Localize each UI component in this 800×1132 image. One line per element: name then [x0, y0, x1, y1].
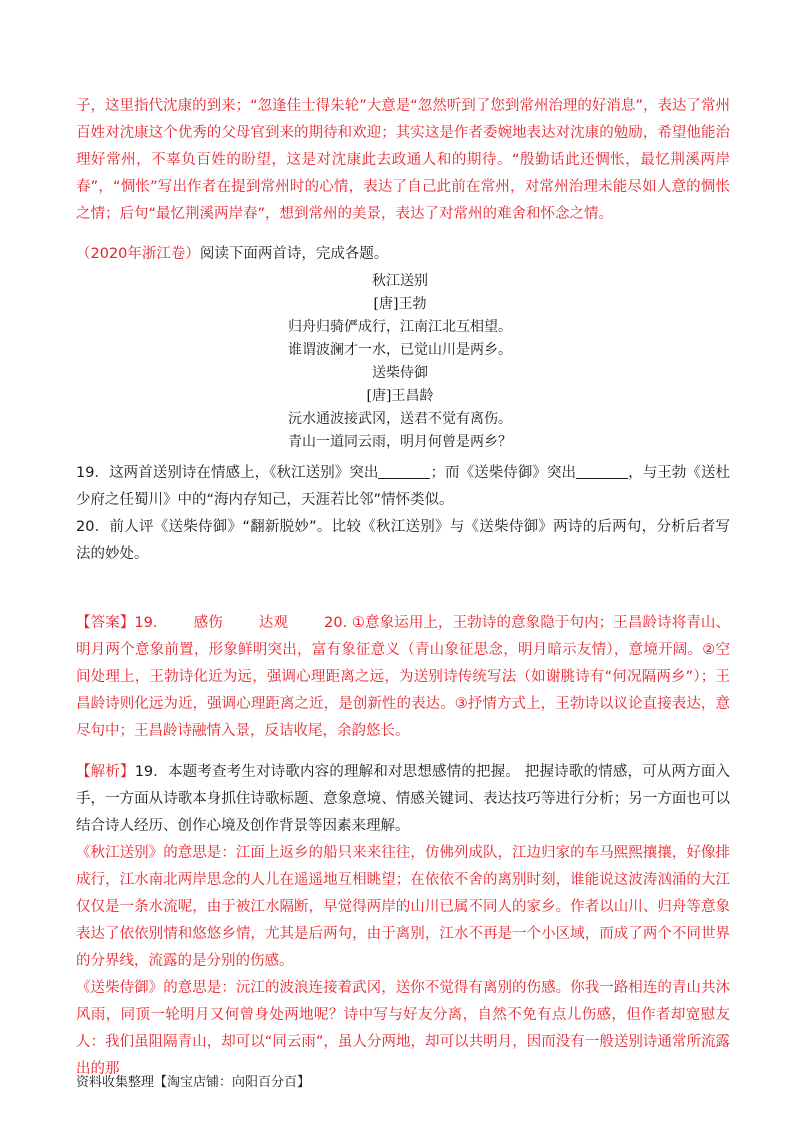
- question-instruction: 阅读下面两首诗，完成各题。: [199, 246, 389, 262]
- answer-label: 【答案】: [76, 615, 135, 631]
- poem-1-title: 秋江送别: [372, 273, 428, 289]
- page-footer: 资料收集整理【淘宝店铺：向阳百分百】: [76, 1075, 311, 1090]
- answer-blank-1[interactable]: [378, 464, 430, 479]
- question-source: （2020年浙江卷）: [76, 246, 200, 262]
- answer-q19-a: 感伤: [193, 615, 223, 631]
- answer-q19-b: 达观: [258, 615, 289, 631]
- poem-1-line-2: 谁谓波澜才一水，已觉山川是两乡。: [288, 342, 512, 358]
- questions-block: [76, 460, 730, 568]
- poem-1-author: [唐]王勃: [373, 296, 427, 312]
- poem-block: [0, 270, 800, 454]
- answer-block: [76, 610, 730, 745]
- analysis-paragraph-2: 《秋江送别》的意思是：江面上返乡的船只来来往往，仿佛列成队，江边归家的车马熙熙攘攘，好像排成行，江水南北两岸思念的人儿在遥遥地互相眺望；在依依不舍的离别时刻，谁能说这波涛汹涌的大江仅仅是一条水流呢，由于被江水隔断，早觉得两岸的山川已属不同人的家乡。作者以山川、归舟等意象表达了依依别情和悠悠乡情，尤其是后两句，由于离别，江水不再是一个小区域，而成了两个不同世界的分界线，流露的是分别的伤感。: [76, 845, 730, 969]
- answer-q20-text: 20. ①意象运用上，王勃诗的意象隐于句内；王昌龄诗将青山、明月两个意象前置，形象鲜明突出，富有象征意义（青山象征思念，明月暗示友情），意境开阔。②空间处理上，王勃诗化近为远，强调心理距离之远，为送别诗传统写法（如谢朓诗有“何况隔两乡”）；王昌龄诗则化远为近，强调心理距离之近，是创新性的表达。③抒情方式上，王勃诗以议论直接表达，意尽句中；王昌龄诗融情入景，反诘收尾，余韵悠长。: [76, 615, 731, 739]
- poem-2-author: [唐]王昌龄: [366, 388, 434, 404]
- poem-1-line-1: 归舟归骑俨成行，江南江北互相望。: [288, 319, 512, 335]
- question-19: 19．这两首送别诗在情感上，《秋江送别》突出 ；而《送柴侍御》突出 ，与王勃《送杜少府之任蜀川》中的“海内存知己，天涯若比邻”情怀类似。: [76, 465, 731, 508]
- poem-2-line-2: 青山一道同云雨，明月何曾是两乡？: [288, 434, 512, 450]
- analysis-paragraph-3: 《送柴侍御》的意思是：沅江的波浪连接着武冈，送你不觉得有离别的伤感。你我一路相连的青山共沐风雨，同顶一轮明月又何曾身处两地呢？诗中写与好友分离，自然不免有点儿伤感，但作者却宽慰友人：我们虽阻隔青山，却可以“同云雨”，虽人分两地，却可以共明月，因而没有一般送别诗通常所流露出的那: [76, 980, 730, 1077]
- analysis-paragraph-1: 19．本题考查考生对诗歌内容的理解和对思想感情的把握。 把握诗歌的情感，可从两方面入手，一方面从诗歌本身抓住诗歌标题、意象意境、情感关键词、表达技巧等进行分析；另一方面也可以结合诗人经历、创作心境及创作背景等因素来理解。: [76, 764, 731, 834]
- answer-q19-number: 19.: [134, 615, 158, 631]
- previous-analysis-text: 子，这里指代沈康的到来；“忽逢佳士得朱轮”大意是“忽然听到了您到常州治理的好消息”，表达了常州百姓对沈康这个优秀的父母官到来的期待和欢迎；其实这是作者委婉地表达对沈康的勉励，希望他能治理好常州，不辜负百姓的盼望，这是对沈康此去政通人和的期待。“殷勤话此还惆怅，最忆荆溪两岸春”，“惆怅”写出作者在提到常州时的心情，表达了自己此前在常州，对常州治理未能尽如人意的惆怅之情；后句“最忆荆溪两岸春”，想到常州的美景，表达了对常州的难舍和怀念之情。: [76, 98, 730, 222]
- poem-2-line-1: 沅水通波接武冈，送君不觉有离伤。: [288, 411, 512, 427]
- question-20: 20．前人评《送柴侍御》“翻新脱妙”。比较《秋江送别》与《送柴侍御》两诗的后两句，分析后者写法的妙处。: [76, 519, 730, 562]
- question-intro: [76, 241, 730, 268]
- analysis-block: [76, 759, 730, 1083]
- answer-blank-2[interactable]: [576, 464, 628, 479]
- poem-2-title: 送柴侍御: [372, 365, 428, 381]
- previous-analysis-paragraph: [76, 93, 730, 228]
- analysis-label: 【解析】: [76, 764, 135, 780]
